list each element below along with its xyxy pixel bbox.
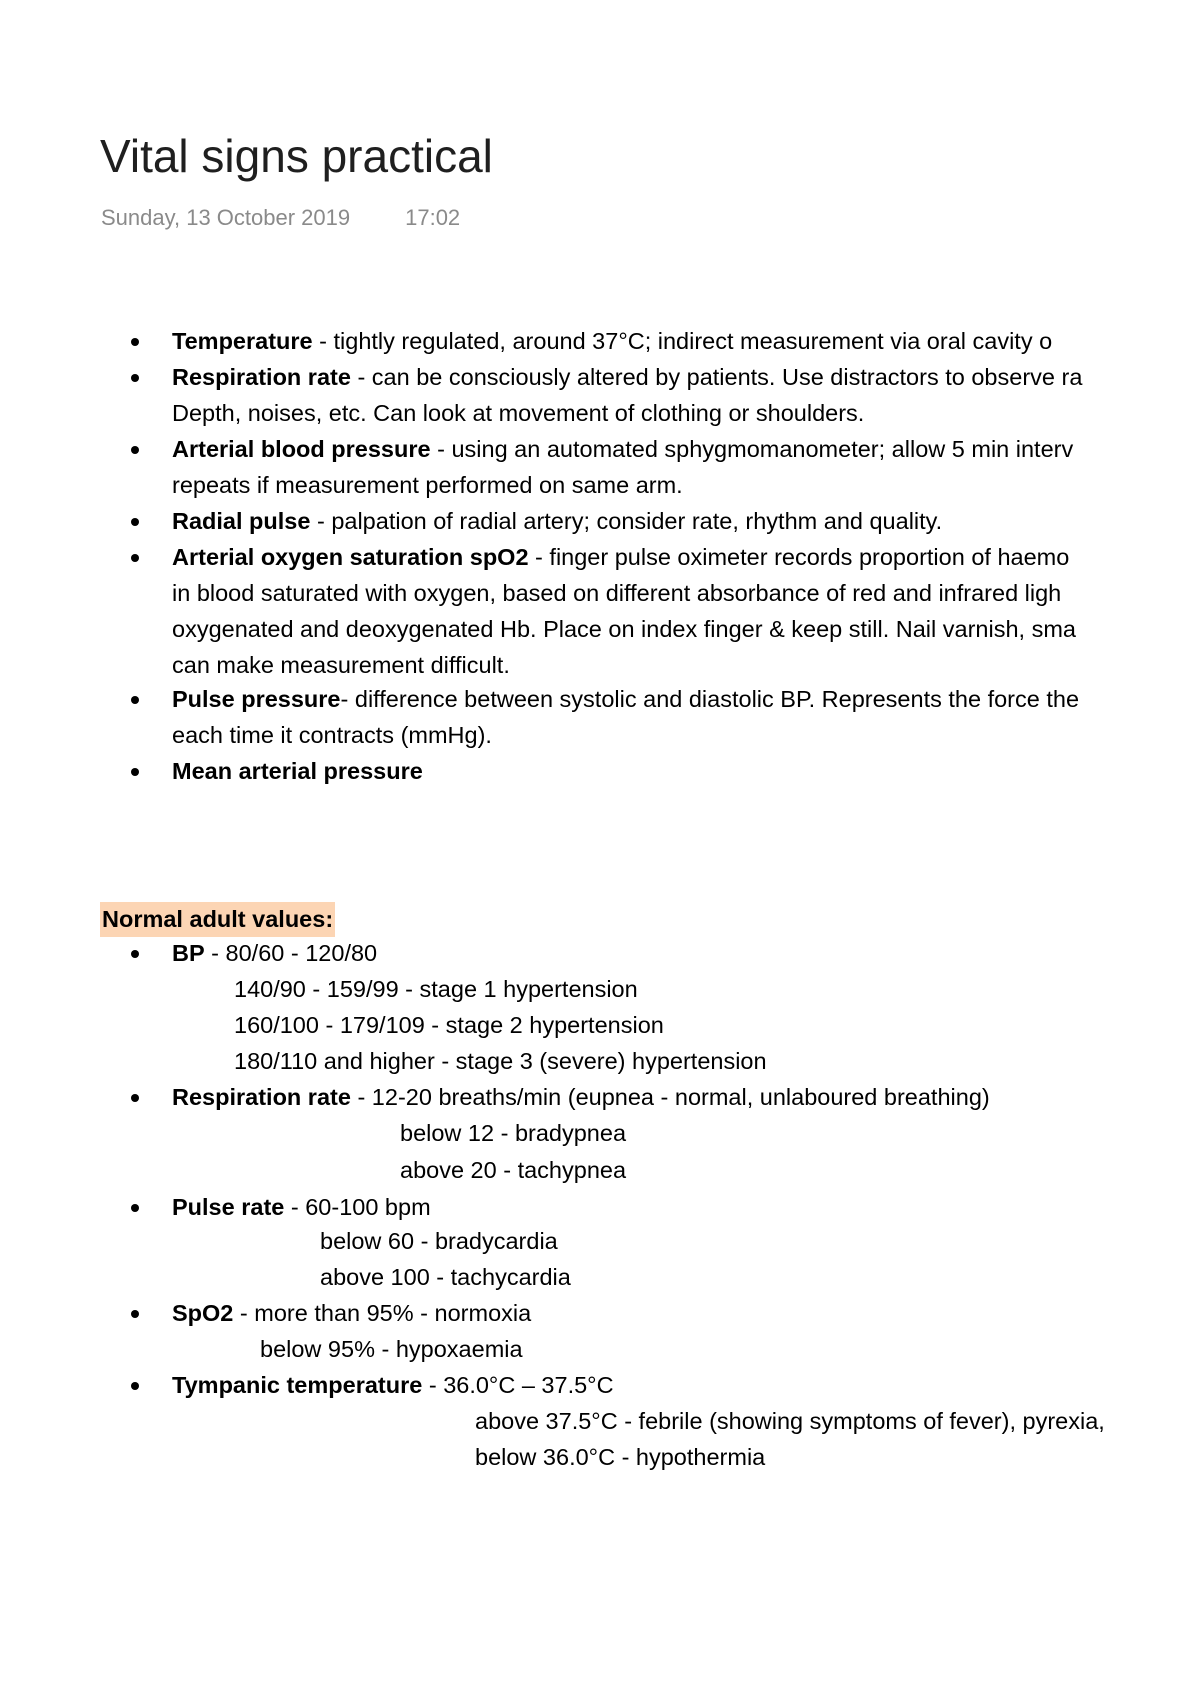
- bullet-icon: [131, 950, 139, 958]
- bullet-icon: [131, 696, 139, 704]
- sub-value: below 60 - bradycardia: [320, 1228, 558, 1254]
- note-date: Sunday, 13 October 2019: [101, 205, 351, 230]
- bullet-icon: [131, 446, 139, 454]
- list-item: Arterial oxygen saturation spO2 - finger pulse oximeter records proportion of haemo: [172, 544, 1070, 570]
- list-item: Radial pulse - palpation of radial artery; consider rate, rhythm and quality.: [172, 508, 943, 534]
- sub-value: below 12 - bradypnea: [400, 1120, 627, 1146]
- list-item: Mean arterial pressure: [172, 758, 423, 784]
- list-item-continuation: each time it contracts (mmHg).: [172, 722, 492, 748]
- bullet-icon: [131, 338, 139, 346]
- list-item: Tympanic temperature - 36.0°C – 37.5°C: [172, 1372, 614, 1398]
- list-item-continuation: oxygenated and deoxygenated Hb. Place on index finger & keep still. Nail varnish, sma: [172, 616, 1076, 642]
- sub-value: above 20 - tachypnea: [400, 1157, 627, 1183]
- list-item: Respiration rate - 12-20 breaths/min (eupnea - normal, unlaboured breathing): [172, 1084, 990, 1110]
- bullet-icon: [131, 1310, 139, 1318]
- list-item-continuation: Depth, noises, etc. Can look at movement of clothing or shoulders.: [172, 400, 865, 426]
- timestamp: [101, 205, 460, 231]
- list-item: Pulse pressure- difference between systolic and diastolic BP. Represents the force the: [172, 686, 1080, 712]
- bullet-icon: [131, 1204, 139, 1212]
- bullet-icon: [131, 554, 139, 562]
- bullet-icon: [131, 518, 139, 526]
- list-item-continuation: in blood saturated with oxygen, based on different absorbance of red and infrared ligh: [172, 580, 1062, 606]
- bullet-icon: [131, 374, 139, 382]
- sub-value: 160/100 - 179/109 - stage 2 hypertension: [234, 1012, 664, 1038]
- bullet-icon: [131, 1094, 139, 1102]
- note-time: 17:02: [405, 205, 461, 230]
- list-item: BP - 80/60 - 120/80: [172, 940, 378, 966]
- sub-value: 140/90 - 159/99 - stage 1 hypertension: [234, 976, 638, 1002]
- sub-value: 180/110 and higher - stage 3 (severe) hypertension: [234, 1048, 767, 1074]
- list-item-continuation: can make measurement difficult.: [172, 652, 510, 678]
- list-item: Arterial blood pressure - using an automated sphygmomanometer; allow 5 min interv: [172, 436, 1074, 462]
- sub-value: below 36.0°C - hypothermia: [475, 1444, 766, 1470]
- sub-value: above 37.5°C - febrile (showing symptoms of fever), pyrexia,: [475, 1408, 1105, 1434]
- bullet-icon: [131, 1382, 139, 1390]
- list-item: SpO2 - more than 95% - normoxia: [172, 1300, 532, 1326]
- list-item-continuation: repeats if measurement performed on same arm.: [172, 472, 683, 498]
- sub-value: above 100 - tachycardia: [320, 1264, 571, 1290]
- list-item: Respiration rate - can be consciously altered by patients. Use distractors to observe ra: [172, 364, 1083, 390]
- sub-value: below 95% - hypoxaemia: [260, 1336, 523, 1362]
- section-heading-highlight: Normal adult values:: [100, 902, 335, 937]
- bullet-icon: [131, 768, 139, 776]
- list-item: Pulse rate - 60-100 bpm: [172, 1194, 431, 1220]
- page-title: Vital signs practical: [100, 130, 493, 182]
- list-item: Temperature - tightly regulated, around 37°C; indirect measurement via oral cavity o: [172, 328, 1053, 354]
